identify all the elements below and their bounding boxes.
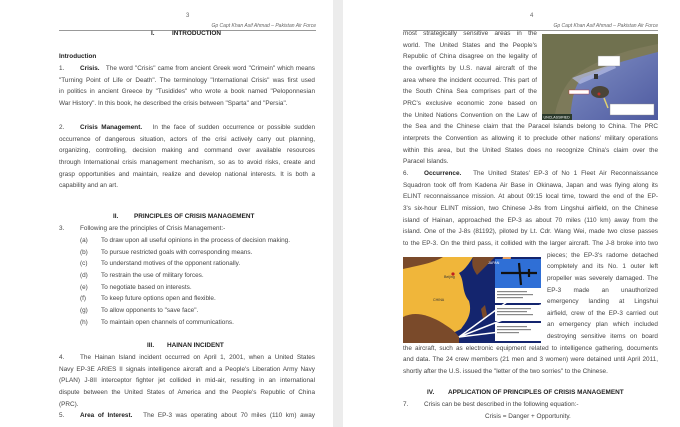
paragraph-2-number: 2. [59,124,65,131]
page-number: 4 [530,13,534,19]
paragraph-2-title: Crisis Management. [80,124,143,131]
south-china-sea-map-image [542,34,658,120]
principle-label: (h) [80,318,88,326]
paragraph-6-line: completely and its No. 1 outer left [547,263,658,271]
paragraph-5-continued-line: Paracel Islands. [403,158,449,166]
paragraph-5-continued-line: interprets the Convention as allowing it to preclude other nations' military operations [403,134,658,142]
document-page-3 [0,0,333,427]
document-page-4 [343,0,680,427]
paragraph-5-continued-line: PRC's exclusive economic zone based on [403,99,537,107]
paragraph-5-continued-line: the Sea and the Chinese claim that the Paracel Islands belong to China. The PRC [403,123,658,131]
principle-label: (d) [80,271,88,279]
principle-text: To pursue restricted goals with corresponding means. [101,248,253,256]
map-label-japan: JAPAN [488,261,500,265]
principle-label: (e) [80,283,88,291]
paragraph-2-line: occurrence of dangerous situation, actors of the crisi actively carry out planning, [59,135,315,143]
paragraph-2-text: In the face of sudden occurrence or possible sudden [152,124,315,131]
paragraph-6-line: island. One of the J-8s (81192), piloted by Lt. Cdr. Wang Wei, made two close passes [403,228,658,236]
paragraph-2-line: through International crisis management mechanism, so as to avoid risks, create and [59,158,315,166]
running-header: Gp Capt Khan Asif Ahmad – Pakistan Air Force [553,23,658,29]
section-heading-application-number: IV. [427,389,435,396]
paragraph-4-line: Navy EP-3E ARIES II signals intelligence aircraft and a People's Liberation Army Navy [59,365,315,373]
running-header: Gp Capt Khan Asif Ahmad – Pakistan Air Force [211,23,316,29]
paragraph-5-text: The EP-3 was operating about 70 miles (110 km) away [143,412,315,419]
paragraph-6-line: to the EP-3. On the third pass, it collided with the larger aircraft. The J-8 broke into two [403,239,658,247]
principle-text: To keep future options open and flexible. [101,295,216,303]
principle-text: To negotiate based on interests. [101,283,192,291]
paragraph-5-continued-line: world. The United States and the People's [403,41,537,49]
principle-label: (a) [80,237,88,244]
paragraph-1-number: 1. [59,65,65,72]
map-label-china: CHINA [433,298,445,302]
paragraph-4-line [80,354,315,362]
principle-text: To restrain the use of military forces. [101,271,204,279]
paragraph-3-line [80,225,315,233]
paragraph-6-line: destroying sensitive items on board [547,333,658,341]
paragraph-7-text: Crisis can be best described in the following equation:- [424,401,579,408]
principle-label: (c) [80,260,88,268]
paragraph-1-text: The word "Crisis" came from ancient Greek word "Crimein" which means [105,65,315,72]
paragraph-6-line: shortly after the U.S. issued the "letter of the two sorries" to the Chinese. [403,368,608,376]
paragraph-6-line: an emergency plan which included [547,321,658,329]
paragraph-4-line: (PRC). [59,400,79,408]
classification-label: UNCLASSIFIED [543,115,570,120]
paragraph-4-line: dispute between the United States of America and the People's Republic of China [59,388,315,396]
paragraph-4-line: (PLAN) J-8II interceptor fighter jet collided in mid-air, resulting in an international [59,377,315,385]
paragraph-6-line: and data. The 24 crew members (21 men and 3 women) were detained until April 2011, [403,356,658,364]
paragraph-1-title: Crisis. [80,65,100,72]
principle-text: To understand motives of the opponent rationally. [101,260,241,268]
paragraph-6-line: emergency landing at Lingshui [547,298,658,306]
paragraph-2-line: organizing, controlling, decision making and command over available resources [59,147,315,155]
principle-text: To maintain open channels of communications. [101,318,234,326]
principle-label: (g) [80,306,88,314]
paragraph-5-continued-line: the South China Sea comprises part of the [403,88,537,96]
paragraph-1-line: War History". In this book, he described the crisis between "Sparta" and "Persia". [59,99,288,107]
page-number: 3 [186,13,190,19]
section-heading-application: APPLICATION OF PRINCIPLES OF CRISIS MANAGEMENT [448,389,624,396]
paragraph-6-line: airfield, crew of the EP-3 carried out [547,309,658,317]
principle-label: (b) [80,248,88,256]
paragraph-6-line: pieces; the EP-3's radome detached [547,251,658,259]
paragraph-6-line: EP-3 made an unauthorized [547,286,658,294]
paragraph-3-number: 3. [59,225,65,232]
paragraph-2-line: capability and an art. [59,182,118,190]
section-heading-principles-number: II. [113,213,119,220]
paragraph-5-continued-line: the overflights by U.S. naval aircraft of the [403,64,537,72]
paragraph-6-line: ELINT reconnaissance mission. At about 09:15 local time, toward the end of the EP- [403,193,658,201]
paragraph-6-line: island of Hainan, approached the EP-3 as about 70 miles (110 km) away from the [403,216,658,224]
paragraph-4-number: 4. [59,354,65,361]
paragraph-5-title: Area of Interest. [80,412,133,419]
section-heading-introduction-number: I. [151,30,155,37]
paragraph-5-continued-line: the United Nations Convention on the Law of [403,111,537,119]
paragraph-5-continued-line: within this area, but the United States does no recognize China's claim over the [403,146,658,154]
subheading-introduction: Introduction [59,53,97,60]
paragraph-6-line: 3's six-hour ELINT mission, two Chinese J-8s from Lingshui airfield, on the Chinese [403,204,658,212]
paragraph-6-line: Squadron took off from Kadena Air Base in Okinawa, Japan and was flying along its [403,181,658,189]
paragraph-7-line [424,401,658,409]
paragraph-5-continued-line: Republic of China disagree on the legality of [403,53,537,61]
section-heading-hainan-number: III. [147,342,155,349]
page-gap [333,0,343,427]
paragraph-6-number: 6. [403,170,409,177]
paragraph-5-number: 5. [59,412,65,419]
paragraph-1-line: "Turning Point of Life or Death". The terminology "International Crisis" was first used [59,76,315,84]
principle-text: To draw upon all useful opinions in the process of decision making. [101,237,290,244]
paragraph-6-line: propeller was severely damaged. The [547,274,658,282]
section-heading-introduction: INTRODUCTION [172,30,221,37]
paragraph-1-line: in politics in ancient Greece by "Tusidides" who wrote a book named "Peloponnesian [59,88,315,96]
paragraph-2-line: grasp opportunities and maintain, realize and develop national interests. It is both a [59,170,315,178]
principle-label: (f) [80,295,87,303]
section-heading-principles: PRINCIPLES OF CRISIS MANAGEMENT [134,213,255,220]
crisis-equation: Crisis = Danger + Opportunity. [485,413,571,420]
paragraph-1-line [80,65,315,73]
paragraph-3-text: Following are the principles of Crisis Management:- [80,225,226,232]
paragraph-5-continued-line: most strategically sensitive areas in the [403,30,537,37]
paragraph-4-text: The Hainan Island incident occurred on April 1, 2001, when a United States [80,354,315,361]
paragraph-5-continued-line: area where the incident occurred. This part of [403,76,537,84]
paragraph-6-line [424,170,658,178]
paragraph-2-line [80,124,315,132]
east-asia-incident-map-image [403,257,541,343]
paragraph-7-number: 7. [403,401,409,408]
principle-text: To allow opponents to "save face". [101,306,199,314]
map-label-beijing: Beijing [444,275,455,279]
paragraph-6-text: The United States' EP-3 of No 1 Fleet Air Reconnaissance [473,170,658,177]
paragraph-5-line [80,412,315,420]
paragraph-6-title: Occurrence. [424,170,462,177]
section-heading-hainan: HAINAN INCIDENT [167,342,224,349]
paragraph-6-line: the aircraft, such as electronic equipment related to intelligence gathering, documents [403,344,658,352]
